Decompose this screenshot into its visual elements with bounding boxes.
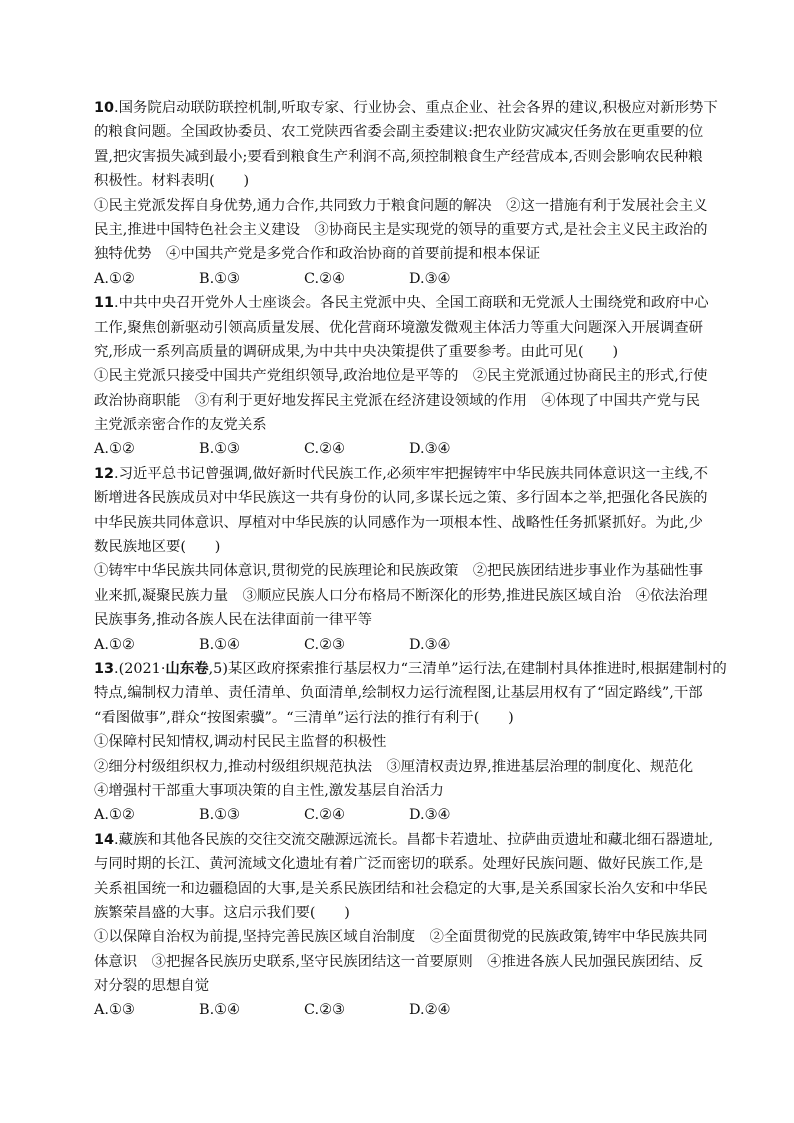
statement-line: ①保障村民知情权,调动村民民主监督的积极性: [94, 734, 387, 751]
question-13: [94, 657, 727, 828]
question-stem-line: 与同时期的长江、黄河流域文化遗址有着广泛而密切的联系。处理好民族问题、做好民族工作,是: [94, 856, 703, 873]
option-c[interactable]: C.②④: [304, 270, 345, 287]
question-stem-line: 的粮食问题。全国政协委员、农工党陕西省委会副主委建议:把农业防灾减灾任务放在更重要的位: [94, 124, 704, 141]
option-c[interactable]: C.②③: [304, 1002, 345, 1019]
question-stem-line: 13.(2021·山东卷,5)某区政府探索推行基层权力“三清单”运行法,在建制村具体推进时,根据建制村的: [94, 660, 727, 677]
answer-options: [94, 437, 700, 461]
question-number: 12: [94, 465, 115, 482]
statement-line: ①铸牢中华民族共同体意识,贯彻党的民族理论和民族政策 ②把民族团结进步事业作为基础性事: [94, 563, 703, 580]
question-11: [94, 291, 709, 462]
option-d[interactable]: D.③④: [409, 807, 451, 824]
option-d[interactable]: D.③④: [409, 636, 451, 653]
question-stem-line: 数民族地区要( ): [94, 539, 221, 556]
option-a[interactable]: A.①②: [94, 270, 135, 287]
statement-line: 主党派亲密合作的友党关系: [94, 417, 267, 434]
question-14: [94, 828, 714, 1023]
question-stem-line: 特点,编制权力清单、责任清单、负面清单,绘制权力运行流程图,让基层用权有了“固定路线”,干部: [94, 685, 703, 702]
question-stem-line: 12.习近平总书记曾强调,做好新时代民族工作,必须牢牢把握铸牢中华民族共同体意识这一主线,不: [94, 465, 708, 482]
option-b[interactable]: B.①③: [199, 807, 240, 824]
statement-line: 体意识 ③把握各民族历史联系,坚守民族团结这一首要原则 ④推进各族人民加强民族团结、反: [94, 953, 703, 970]
answer-options: [94, 998, 700, 1022]
statement-line: ①民主党派只接受中国共产党组织领导,政治地位是平等的 ②民主党派通过协商民主的形式,行使: [94, 368, 708, 385]
option-a[interactable]: A.①③: [94, 1002, 135, 1019]
answer-options: [94, 267, 700, 291]
question-stem-line: “看图做事”,群众“按图索骥”。“三清单”运行法的推行有利于( ): [94, 709, 514, 726]
statement-line: ①民主党派发挥自身优势,通力合作,共同致力于粮食问题的解决 ②这一措施有利于发展社会主义: [94, 197, 708, 214]
option-b[interactable]: B.①④: [199, 636, 240, 653]
option-d[interactable]: D.②④: [409, 1002, 451, 1019]
question-10: [94, 96, 718, 291]
question-stem-line: 10.国务院启动联防联控机制,听取专家、行业协会、重点企业、社会各界的建议,积极应对新形势下: [94, 100, 718, 116]
question-number: 10: [94, 100, 115, 116]
question-stem-line: 置,把灾害损失减到最小;要看到粮食生产利润不高,须控制粮食生产经营成本,否则会影响农民种粮: [94, 148, 703, 165]
option-a[interactable]: A.①②: [94, 807, 135, 824]
question-number: 13: [94, 660, 115, 677]
statement-line: 对分裂的思想自觉: [94, 978, 210, 995]
statement-line: 民主,推进中国特色社会主义建设 ③协商民主是实现党的领导的重要方式,是社会主义民主政治的: [94, 221, 708, 238]
statement-line: ④增强村干部重大事项决策的自主性,激发基层自治活力: [94, 782, 444, 799]
option-b[interactable]: B.①③: [199, 270, 240, 287]
question-stem-line: 工作,聚焦创新驱动引领高质量发展、优化营商环境激发微观主体活力等重大问题深入开展调查研: [94, 319, 703, 336]
question-stem-line: 关系祖国统一和边疆稳固的大事,是关系民族团结和社会稳定的大事,是关系国家长治久安和中华民: [94, 880, 708, 897]
option-c[interactable]: C.②③: [304, 636, 345, 653]
answer-options: [94, 633, 700, 657]
question-stem-line: 断增进各民族成员对中华民族这一共有身份的认同,多谋长远之策、多行固本之举,把强化各民族的: [94, 490, 708, 507]
option-c[interactable]: C.②④: [304, 441, 345, 458]
statement-line: 独特优势 ④中国共产党是多党合作和政治协商的首要前提和根本保证: [94, 246, 541, 263]
question-stem-line: 中华民族共同体意识、厚植对中华民族的认同感作为一项根本性、战略性任务抓紧抓好。为此,少: [94, 514, 703, 531]
question-number: 14: [94, 831, 115, 848]
statement-line: 政治协商职能 ③有利于更好地发挥民主党派在经济建设领域的作用 ④体现了中国共产党与民: [94, 392, 700, 409]
option-b[interactable]: B.①④: [199, 1002, 240, 1019]
question-number: 11: [94, 295, 115, 312]
option-d[interactable]: D.③④: [409, 441, 451, 458]
source-prefix: .(2021·: [114, 660, 166, 677]
option-c[interactable]: C.②④: [304, 807, 345, 824]
question-stem-line: 族繁荣昌盛的大事。这启示我们要( ): [94, 904, 350, 921]
option-b[interactable]: B.①③: [199, 441, 240, 458]
statement-line: ①以保障自治权为前提,坚持完善民族区域自治制度 ②全面贯彻党的民族政策,铸牢中华民族共同: [94, 929, 708, 946]
question-stem-line: 究,形成一系列高质量的调研成果,为中共中央决策提供了重要参考。由此可见( ): [94, 343, 619, 360]
question-12: [94, 462, 708, 657]
exam-page: [94, 96, 727, 1023]
question-stem-line: 14.藏族和其他各民族的交往交流交融源远流长。昌都卡若遗址、拉萨曲贡遗址和藏北细石器遗址,: [94, 831, 714, 848]
answer-options: [94, 803, 700, 827]
statement-line: 民族事务,推动各族人民在法律面前一律平等: [94, 612, 372, 629]
source-exam: 山东卷: [165, 660, 209, 677]
option-d[interactable]: D.③④: [409, 270, 451, 287]
statement-line: 业来抓,凝聚民族力量 ③顺应民族人口分布格局不断深化的形势,推进民族区域自治 ④依法治理: [94, 587, 708, 604]
question-stem-line: 11.中共中央召开党外人士座谈会。各民主党派中央、全国工商联和无党派人士围绕党和政府中心: [94, 295, 709, 312]
question-stem-line: 积极性。材料表明( ): [94, 173, 250, 190]
option-a[interactable]: A.①②: [94, 441, 135, 458]
option-a[interactable]: A.①②: [94, 636, 135, 653]
statement-line: ②细分村级组织权力,推动村级组织规范执法 ③厘清权责边界,推进基层治理的制度化、规范化: [94, 758, 694, 775]
